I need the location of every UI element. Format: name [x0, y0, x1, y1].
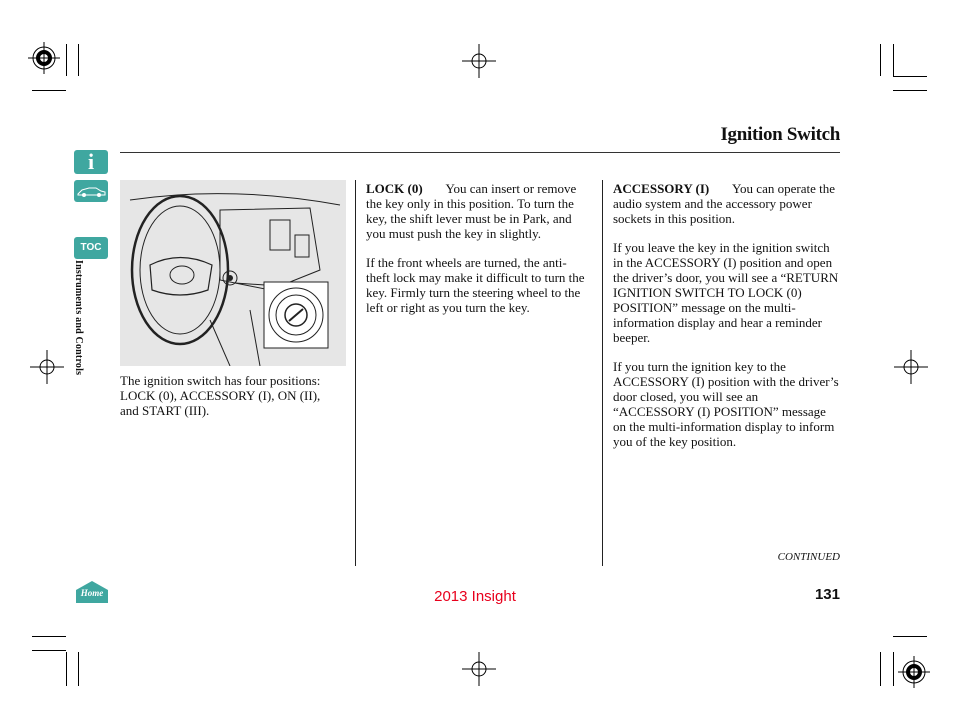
- lock-text-1: You can insert or remove the key only in this position. To turn the key, the shift lever must be in Park, and you must push the key in slightly.: [366, 181, 577, 241]
- accessory-text-1: You can operate the audio system and the accessory power sockets in this position.: [613, 181, 835, 226]
- home-label: Home: [80, 588, 104, 598]
- accessory-paragraph-3: If you turn the ignition key to the ACCESSORY (I) position with the driver’s door closed, you will see an “ACCESSORY (I) POSITION” message on the multi-information display to inform you of the key position.: [613, 359, 839, 449]
- crop-mark: [893, 76, 927, 77]
- lock-section: [366, 181, 590, 315]
- crop-mark: [880, 652, 881, 686]
- lock-heading: LOCK (0): [366, 181, 423, 196]
- header-rule: [120, 152, 840, 153]
- crop-mark: [893, 636, 927, 637]
- registration-target-icon: [28, 42, 60, 74]
- lock-paragraph-1: [366, 181, 590, 241]
- info-icon: i: [87, 149, 95, 174]
- lock-paragraph-2: If the front wheels are turned, the anti-theft lock may make it difficult to turn the key. Firmly turn the steering wheel to the left or right as you turn the key.: [366, 255, 585, 315]
- dashboard-illustration: [120, 180, 346, 366]
- crop-mark: [880, 44, 881, 76]
- crop-mark: [78, 652, 79, 686]
- section-label: Instruments and Controls: [73, 260, 84, 376]
- crop-mark: [32, 636, 66, 637]
- registration-target-icon: [898, 656, 930, 688]
- accessory-section: [613, 181, 839, 449]
- crosshair-icon: [462, 44, 496, 78]
- figure-caption: The ignition switch has four positions: LOCK (0), ACCESSORY (I), ON (II), and START (III).: [120, 373, 321, 418]
- crop-mark: [893, 652, 894, 686]
- crop-mark: [66, 652, 67, 686]
- accessory-paragraph-2: If you leave the key in the ignition switch in the ACCESSORY (I) position and open the driver’s door, you will see a “RETURN IGNITION SWITCH TO LOCK (0) POSITION” message on the multi-information display and hear a reminder beeper.: [613, 240, 839, 345]
- accessory-heading: ACCESSORY (I): [613, 181, 710, 196]
- crop-mark: [893, 44, 894, 76]
- info-button[interactable]: [74, 150, 108, 174]
- car-icon: [74, 180, 108, 202]
- ignition-figure: [120, 180, 346, 366]
- crop-mark: [78, 44, 79, 76]
- crop-mark: [893, 90, 927, 91]
- page-title: Ignition Switch: [720, 124, 840, 145]
- accessory-paragraph-1: [613, 181, 839, 226]
- page-number: 131: [814, 586, 840, 603]
- toc-label: TOC: [80, 242, 102, 253]
- crop-mark: [66, 44, 67, 76]
- crosshair-icon: [30, 350, 64, 384]
- crop-mark: [32, 90, 66, 91]
- home-button[interactable]: [74, 580, 110, 604]
- column-divider: [355, 180, 356, 566]
- book-title: 2013 Insight: [434, 588, 516, 605]
- crosshair-icon: [894, 350, 928, 384]
- column-divider: [602, 180, 603, 566]
- continued-label: CONTINUED: [777, 551, 840, 563]
- toc-button[interactable]: [74, 237, 108, 259]
- car-index-button[interactable]: [74, 180, 108, 202]
- crosshair-icon: [462, 652, 496, 686]
- crop-mark: [32, 650, 66, 651]
